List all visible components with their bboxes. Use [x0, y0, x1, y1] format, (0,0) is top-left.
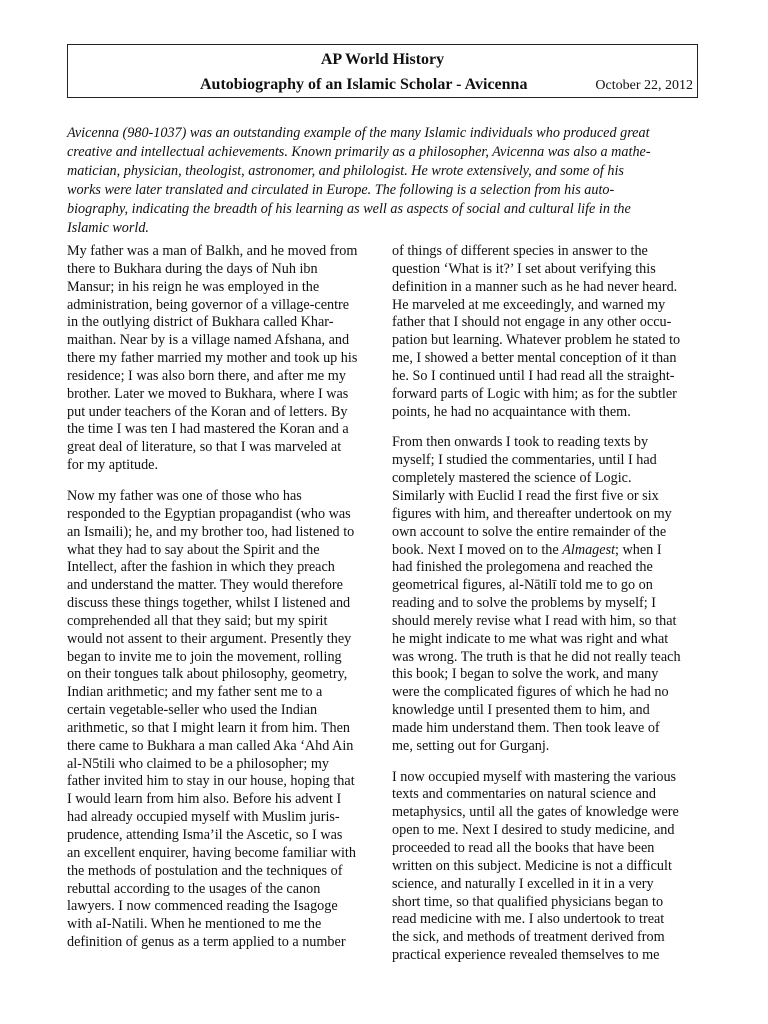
text-line: there came to Bukhara a man called Aka ‘Ahd Ain [67, 737, 354, 754]
introduction [67, 124, 701, 239]
text-line: figures with him, and thereafter undertook on my [392, 505, 672, 522]
text-line: myself; I studied the commentaries, until I had [392, 452, 657, 469]
left-column [67, 243, 377, 965]
text-line: book. Next I moved on to the Almagest; when I [392, 541, 662, 558]
text-line: on their tongues talk about philosophy, geometry, [67, 666, 348, 683]
text-line: knowledge until I presented them to him, and [392, 702, 650, 719]
text-line: Similarly with Euclid I read the first five or six [392, 487, 659, 504]
text-line: with aI-Natili. When he mentioned to me the [67, 916, 322, 933]
text-line: an excellent enquirer, having become familiar with [67, 844, 356, 861]
text-line: should merely revise what I read with him, so that [392, 612, 677, 629]
intro-line: Avicenna (980-1037) was an outstanding example of the many Islamic individuals who produced great [67, 125, 650, 141]
text-line: al-N5tili who claimed to be a philosopher; my [67, 755, 330, 772]
paragraph [392, 769, 702, 965]
text-line: responded to the Egyptian propagandist (who was [67, 505, 351, 522]
text-line: I now occupied myself with mastering the various [392, 768, 677, 785]
intro-line: works were later translated and circulated in Europe. The following is a selection from his auto- [67, 182, 615, 199]
text-line: were the complicated figures of which he had no [392, 684, 669, 701]
text-line: he. So I continued until I had read all the straight- [392, 367, 675, 384]
text-line: me, setting out for Gurganj. [392, 737, 550, 754]
text-line: From then onwards I took to reading texts by [392, 434, 649, 451]
text-line: certain vegetable-seller who used the Indian [67, 702, 318, 719]
text-line: made him understand them. Then took leave of [392, 719, 660, 736]
text-line: definition of genus as a term applied to a number [67, 934, 346, 951]
text-line: and understand the matter. They would therefore [67, 577, 343, 594]
document-header [67, 44, 698, 98]
right-column [392, 243, 702, 978]
text-line: the time I was ten I had mastered the Koran and a [67, 421, 349, 438]
text-line: reading and to solve the problems by myself; I [392, 595, 656, 612]
text-line: there to Bukhara during the days of Nuh ibn [67, 260, 318, 277]
text-line: texts and commentaries on natural science and [392, 786, 656, 803]
text-line: father invited him to stay in our house, hoping that [67, 773, 355, 790]
text-line: brother. Later we moved to Bukhara, where I was [67, 385, 349, 402]
paragraph [392, 243, 702, 421]
text-line: completely mastered the science of Logic. [392, 470, 632, 487]
intro-line: Islamic world. [67, 220, 149, 237]
text-line: Indian arithmetic; and my father sent me to a [67, 684, 323, 701]
text-line: in the outlying district of Bukhara called Khar- [67, 314, 334, 331]
text-line: residence; I was also born there, and after me my [67, 367, 346, 384]
text-line: was wrong. The truth is that he did not really teach [392, 648, 681, 665]
text-line: question ‘What is it?’ I set about verifying this [392, 260, 656, 277]
text-line: arithmetic, so that I might learn it from him. Then [67, 719, 351, 736]
text-line: an Ismaili); he, and my brother too, had listened to [67, 523, 355, 540]
text-line: He marveled at me exceedingly, and warned my [392, 296, 666, 313]
text-line: read medicine with me. I also undertook to treat [392, 911, 665, 928]
text-line: great deal of literature, so that I was marveled at [67, 439, 342, 456]
text-line: proceeded to read all the books that have been [392, 840, 655, 856]
text-line: geometrical figures, al-Nātilī told me to go on [392, 577, 653, 594]
text-line: I would learn from him also. Before his advent I [67, 791, 342, 808]
text-line: open to me. Next I desired to study medicine, and [392, 822, 675, 839]
text-line: forward parts of Logic with him; as for the subtler [392, 385, 677, 402]
paragraph [67, 488, 377, 952]
text-line: maithan. Near by is a village named Afshana, and [67, 332, 350, 349]
document-title: Autobiography of an Islamic Scholar - Avicenna [200, 76, 528, 93]
text-line: there my father married my mother and took up his [67, 350, 358, 367]
text-line: definition in a manner such as he had never heard. [392, 278, 678, 295]
text-line: began to invite me to join the movement, rolling [67, 648, 342, 665]
text-line: Now my father was one of those who has [67, 487, 302, 504]
text-line: for my aptitude. [67, 457, 159, 474]
text-line: put under teachers of the Koran and of letters. By [67, 403, 348, 420]
text-line: Mansur; in his reign he was employed in the [67, 278, 320, 295]
paragraph [67, 243, 377, 475]
text-line: had finished the prolegomena and reached the [392, 559, 653, 576]
text-line: own account to solve the entire remainder of the [392, 523, 667, 540]
text-line: science, and naturally I excelled in it in a very [392, 875, 654, 892]
text-line: pation but learning. Whatever problem he stated to [392, 332, 681, 349]
text-line: administration, being governor of a village-centre [67, 296, 350, 313]
text-line: the sick, and methods of treatment derived from [392, 929, 665, 946]
text-line: had already occupied myself with Muslim juris- [67, 809, 340, 826]
text-line: the methods of postulation and the techniques of [67, 862, 343, 879]
text-line: short time, so that qualified physicians began to [392, 893, 664, 910]
document-date: October 22, 2012 [595, 78, 693, 93]
text-line: me, I showed a better mental conception of it than [392, 350, 677, 367]
text-line: points, he had no acquaintance with them. [392, 403, 631, 420]
book-title: Almagest [562, 541, 616, 558]
text-line: he might indicate to me what was right and what [392, 630, 669, 647]
text-line: prudence, attending Isma’il the Ascetic, so I was [67, 827, 343, 843]
intro-line: creative and intellectual achievements. Known primarily as a philosopher, Avicenna was also a mathe- [67, 144, 651, 161]
text-line: Intellect, after the fashion in which they preach [67, 559, 335, 576]
intro-line: biography, indicating the breadth of his learning as well as aspects of social and cultural life in the [67, 201, 631, 218]
text-line: metaphysics, until all the gates of knowledge were [392, 804, 679, 821]
text-line: practical experience revealed themselves to me [392, 947, 660, 964]
text-line: rebuttal according to the usages of the canon [67, 880, 321, 897]
text-line: lawyers. I now commenced reading the Isagoge [67, 898, 338, 915]
text-line: My father was a man of Balkh, and he moved from [67, 243, 358, 259]
text-line: would not assent to their argument. Presently they [67, 630, 352, 647]
text-line: father that I should not engage in any other occu- [392, 314, 672, 331]
text-line: what they had to say about the Spirit and the [67, 541, 320, 558]
text-line: discuss these things together, whilst I listened and [67, 595, 351, 612]
paragraph [392, 434, 702, 755]
course-title: AP World History [320, 51, 445, 68]
intro-line: matician, physician, theologist, astronomer, and philologist. He wrote extensively, and some of his [67, 163, 624, 180]
text-line: written on this subject. Medicine is not a difficult [392, 857, 672, 874]
text-line: this book; I began to solve the work, and many [392, 666, 659, 683]
text-line: comprehended all that they said; but my spirit [67, 612, 328, 629]
text-line: of things of different species in answer to the [392, 243, 648, 259]
